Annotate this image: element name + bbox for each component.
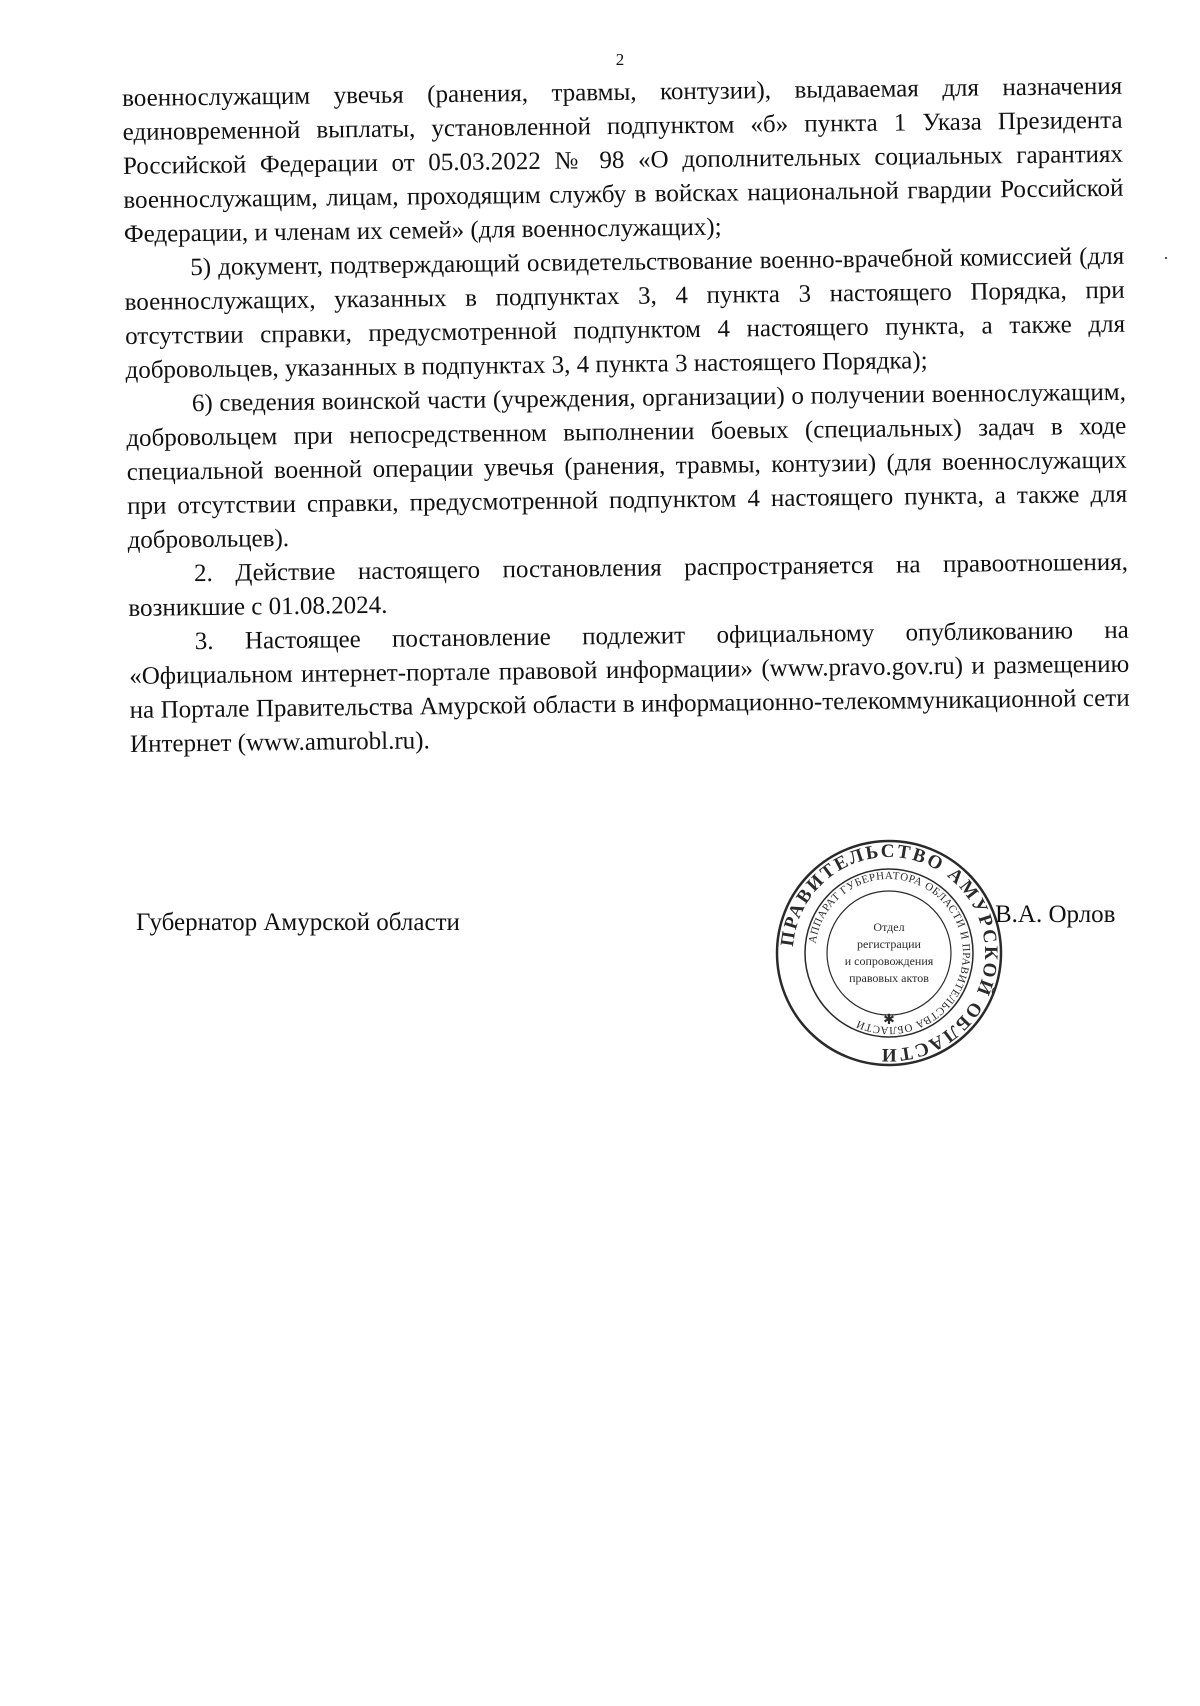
official-seal (774, 838, 1004, 1068)
seal-center-line-1: Отдел (873, 920, 905, 934)
seal-inner-ring-text: АППАРАТ ГУБЕРНАТОРА ОБЛАСТИ И ПРАВИТЕЛЬСТВА ОБЛАСТИ (806, 869, 973, 1037)
signer-position: Губернатор Амурской области (136, 909, 460, 936)
paragraph-clause-2: 2. Действие настоящего постановления распространяется на правоотношения, возникшие с 01.08.2024. (128, 548, 1129, 622)
paragraph-clause-3: 3. Настоящее постановление подлежит официальному опубликованию на «Официальном интернет-портале правовой информации» (www.pravo.gov.ru) и размещению на Портале Правительства Амурской области в информационно-телекоммуникационной сети Интернет (www.amurobl.ru). (129, 616, 1130, 758)
signer-name: В.А. Орлов (995, 901, 1116, 928)
paragraph-continuation: военнослужащим увечья (ранения, травмы, контузии), выдаваемая для назначения единовременной выплаты, установленной подпунктом «б» пункта 1 Указа Президента Российской Федерации от 05.03.2022 № 98 «О дополнительных социальных гарантиях военнослужащим, лицам, проходящим службу в войсках национальной гвардии Российской Федерации, и членам их семей» (для военнослужащих); (122, 72, 1124, 248)
scan-artifact (1165, 257, 1167, 259)
seal-center-line-4: правовых актов (849, 971, 929, 985)
seal-outer-text: ПРАВИТЕЛЬСТВО АМУРСКОЙ ОБЛАСТИ (776, 840, 1002, 1066)
seal-center-line-2: регистрации (857, 937, 921, 951)
document-body (122, 70, 1130, 762)
seal-star-icon: ✱ (883, 1013, 895, 1028)
seal-center-line-3: и сопровождения (844, 954, 934, 968)
page-number: 2 (615, 50, 625, 69)
paragraph-item-6: 6) сведения воинской части (учреждения, организации) о получении военнослужащим, добровольцем при непосредственном выполнении боевых (специальных) задач в ходе специальной военной операции увечья (ранения, травмы, контузии) (для военнослужащих при отсутствии справки, предусмотренной подпунктом 4 настоящего пункта, а также для добровольцев). (126, 378, 1128, 554)
paragraph-item-5: 5) документ, подтверждающий освидетельствование военно-врачебной комиссией (для военнослужащих, указанных в подпунктах 3, 4 пункта 3 настоящего Порядка, при отсутствии справки, предусмотренной подпунктом 4 настоящего пункта, а также для добровольцев, указанных в подпунктах 3, 4 пункта 3 настоящего Порядка); (124, 242, 1126, 384)
